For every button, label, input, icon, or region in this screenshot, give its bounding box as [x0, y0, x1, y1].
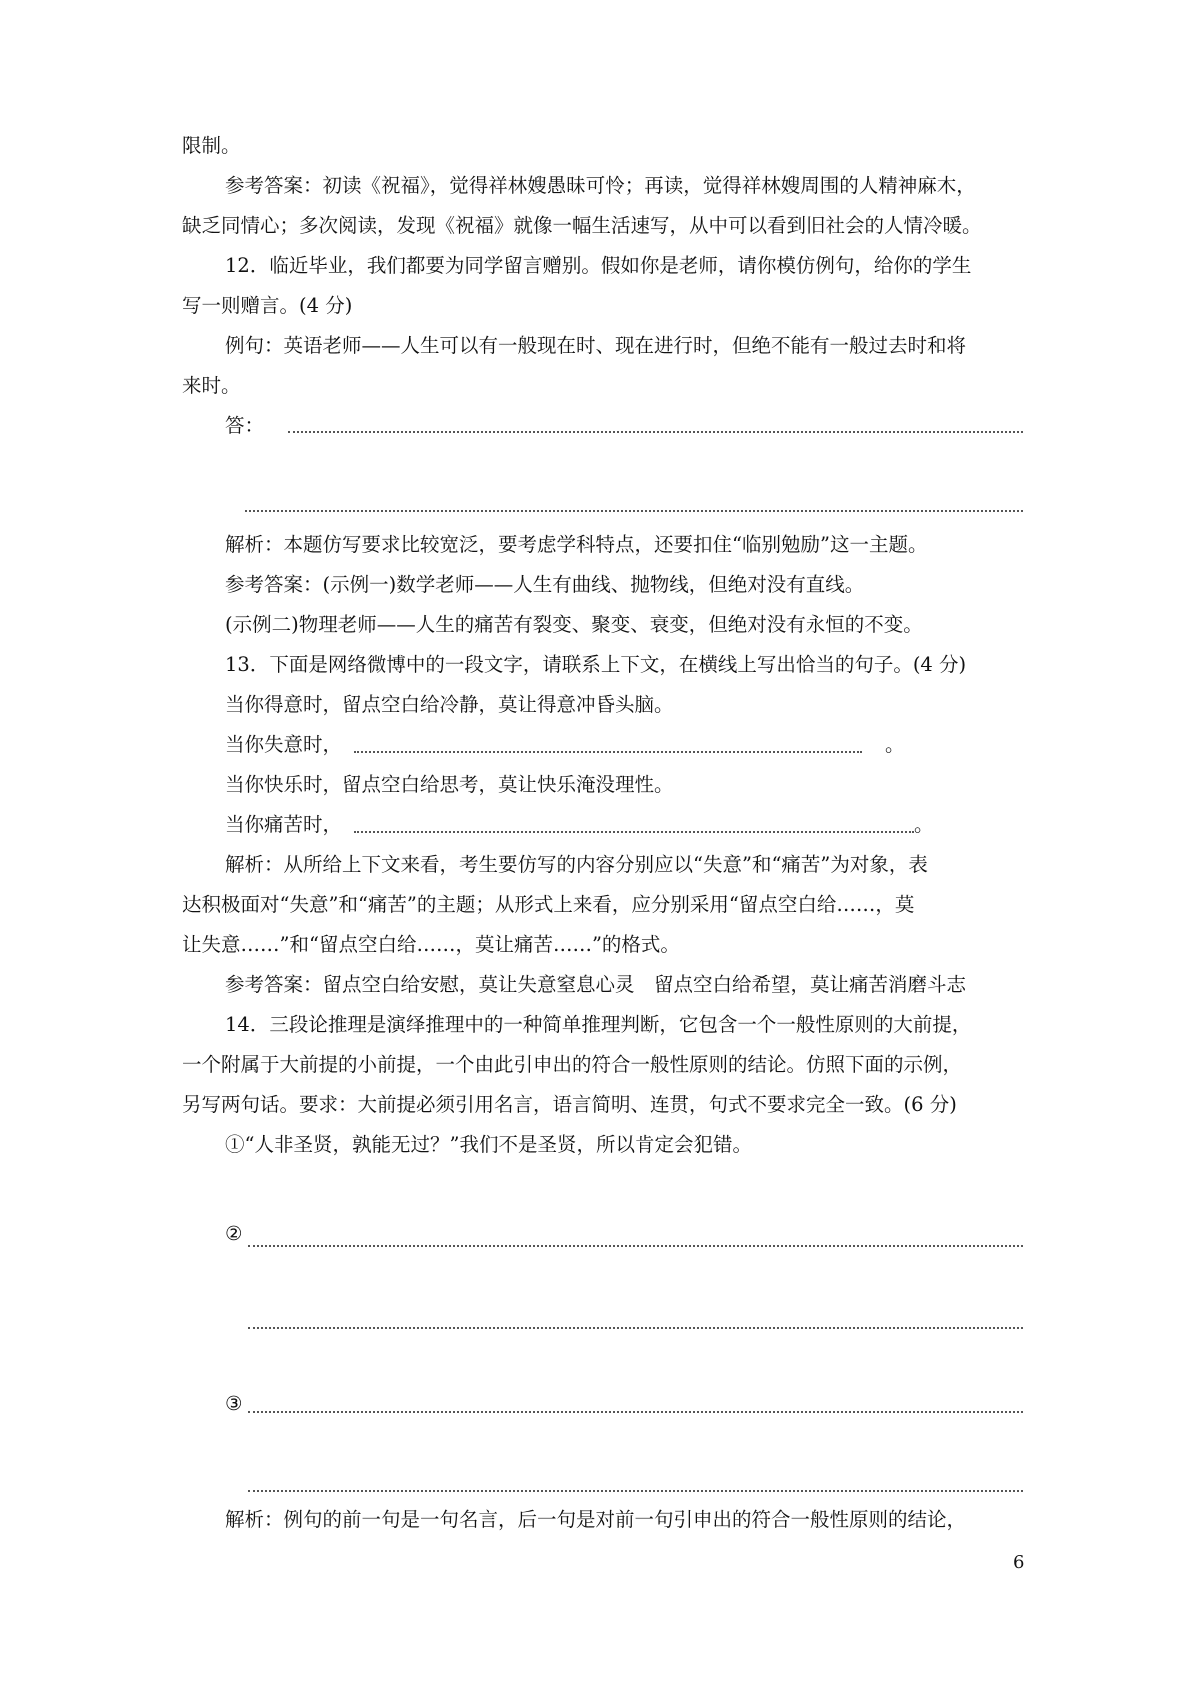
page-number: 6 — [1013, 1552, 1025, 1573]
reference-answer-line: 参考答案：留点空白给安慰，莫让失意窒息心灵 留点空白给希望，莫让痛苦消磨斗志 — [225, 973, 967, 996]
answer-blank-line — [288, 431, 1023, 433]
fill-blank-end: 。 — [914, 813, 934, 836]
text-line: 让失意……”和“留点空白给……，莫让痛苦……”的格式。 — [182, 933, 680, 956]
text-line: 当你得意时，留点空白给冷静，莫让得意冲昏头脑。 — [225, 693, 674, 716]
text-line: 另写两句话。要求：大前提必须引用名言，语言简明、连贯，句式不要求完全一致。(6 分) — [182, 1093, 957, 1116]
answer-blank-line — [248, 1327, 1023, 1329]
item-3-marker: ③ — [225, 1392, 243, 1415]
text-line: 来时。 — [182, 374, 241, 397]
text-line: 缺乏同情心；多次阅读，发现《祝福》就像一幅生活速写，从中可以看到旧社会的人情冷暖。 — [182, 214, 982, 237]
answer-label: 答： — [225, 414, 265, 437]
reference-answer-line: 参考答案：初读《祝福》，觉得祥林嫂愚昧可怜；再读，觉得祥林嫂周围的人精神麻木， — [225, 174, 976, 197]
question-13: 13．下面是网络微博中的一段文字，请联系上下文，在横线上写出恰当的句子。(4 分) — [225, 653, 967, 676]
text-line: 达积极面对“失意”和“痛苦”的主题；从形式上来看，应分别采用“留点空白给……，莫 — [182, 893, 915, 916]
analysis-line: 解析：从所给上下文来看，考生要仿写的内容分别应以“失意”和“痛苦”为对象，表 — [225, 853, 928, 876]
example-line: ①“人非圣贤，孰能无过？”我们不是圣贤，所以肯定会犯错。 — [225, 1133, 752, 1156]
fill-blank-lead: 当你失意时， — [225, 733, 343, 756]
example-line: 例句：英语老师——人生可以有一般现在时、现在进行时，但绝不能有一般过去时和将 — [225, 334, 967, 357]
analysis-line: 解析：例句的前一句是一句名言，后一句是对前一句引申出的符合一般性原则的结论， — [225, 1508, 967, 1531]
text-line: 写一则赠言。(4 分) — [182, 294, 353, 317]
answer-blank-line — [245, 510, 1023, 512]
fill-blank-lead: 当你痛苦时， — [225, 813, 343, 836]
fill-blank-line — [354, 831, 914, 833]
fill-blank-line — [354, 751, 862, 753]
answer-blank-line — [248, 1490, 1023, 1492]
text-line: (示例二)物理老师——人生的痛苦有裂变、聚变、衰变，但绝对没有永恒的不变。 — [225, 613, 923, 636]
item-2-marker: ② — [225, 1222, 243, 1245]
text-line: 一个附属于大前提的小前提，一个由此引申出的符合一般性原则的结论。仿照下面的示例， — [182, 1053, 963, 1076]
fill-blank-end: 。 — [885, 733, 905, 756]
reference-answer-line: 参考答案：(示例一)数学老师——人生有曲线、抛物线，但绝对没有直线。 — [225, 573, 865, 596]
question-14: 14．三段论推理是演绎推理中的一种简单推理判断，它包含一个一般性原则的大前提， — [225, 1013, 972, 1036]
text-line: 限制。 — [182, 134, 241, 157]
answer-blank-line — [248, 1245, 1023, 1247]
analysis-line: 解析：本题仿写要求比较宽泛，要考虑学科特点，还要扣住“临别勉励”这一主题。 — [225, 533, 928, 556]
text-line: 当你快乐时，留点空白给思考，莫让快乐淹没理性。 — [225, 773, 674, 796]
answer-blank-line — [248, 1411, 1023, 1413]
question-12: 12．临近毕业，我们都要为同学留言赠别。假如你是老师，请你模仿例句，给你的学生 — [225, 254, 972, 277]
